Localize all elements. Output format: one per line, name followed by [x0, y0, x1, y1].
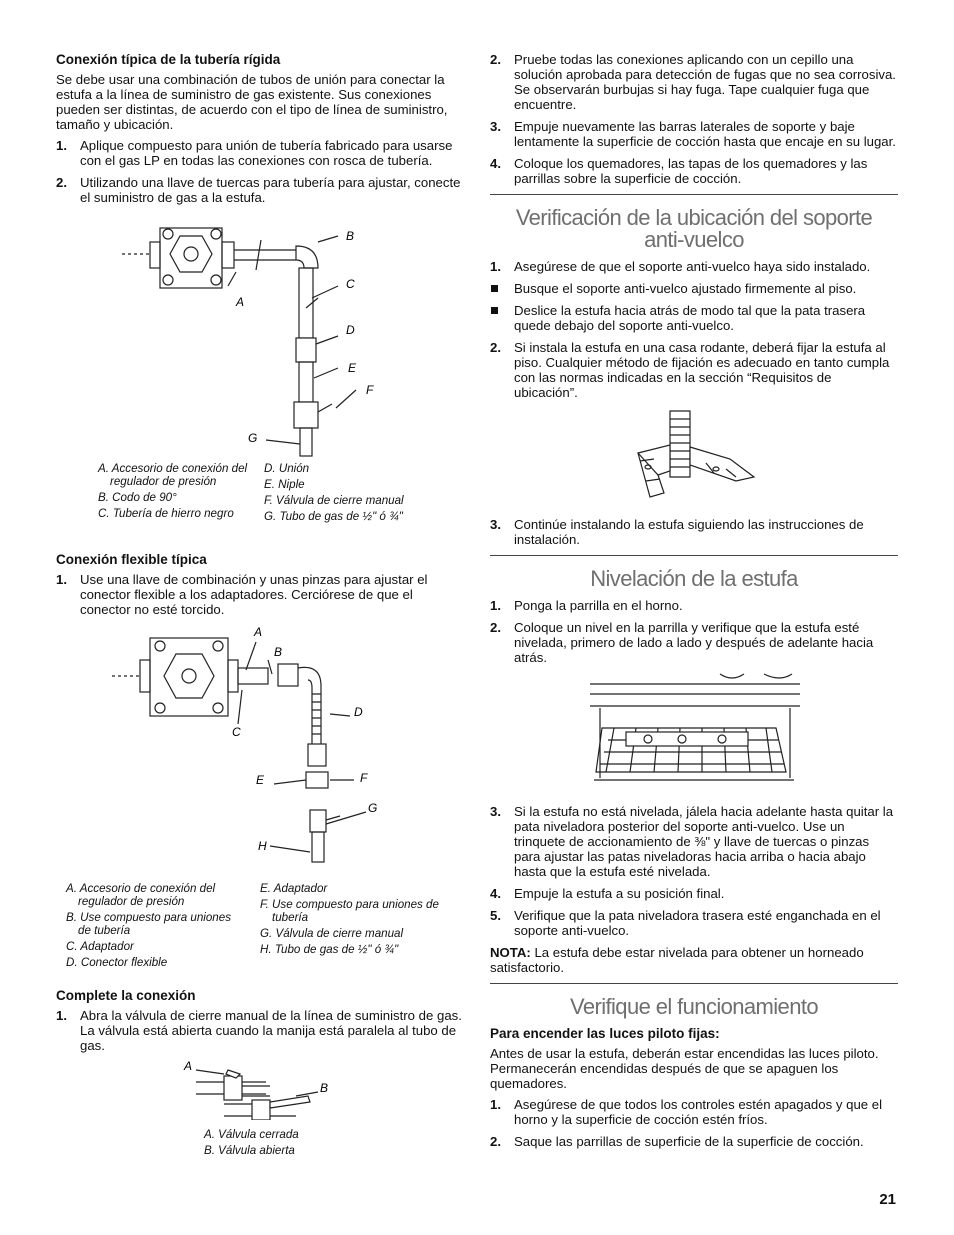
- flex-label-b: B: [274, 645, 283, 659]
- caption: H. Tubo de gas de ½" ó ¾": [260, 943, 399, 956]
- rigid-label-b: B: [346, 229, 355, 243]
- caption: D. Conector flexible: [66, 956, 168, 969]
- section-title-level: Nivelación de la estufa: [590, 566, 798, 591]
- section-title-flexible: Conexión flexible típica: [56, 552, 207, 567]
- connection-step-4: 4. Coloque los quemadores, las tapas de los quemadores y las parrillas sobre la superficie de cocción.: [490, 156, 868, 186]
- page-number: 21: [879, 1191, 896, 1208]
- caption: C. Tubería de hierro negro: [98, 507, 234, 520]
- antitip-step-3: 3. Continúe instalando la estufa siguiendo las instrucciones de instalación.: [490, 517, 864, 547]
- oven-level-figure: [490, 672, 898, 796]
- valve-label-a: A: [184, 1060, 193, 1073]
- caption: A. Accesorio de conexión del regulador de presión: [98, 462, 248, 488]
- antitip-bullet: Busque el soporte anti-vuelco ajustado firmemente al piso.: [490, 281, 898, 296]
- anti-tip-bracket-illustration: [490, 407, 898, 511]
- flexible-step-1: 1. Use una llave de combinación y unas pinzas para ajustar el conector flexible a los adaptadores. Cerciórese de que el conector no esté torcido.: [56, 572, 428, 617]
- level-step-2: 2. Coloque un nivel en la parrilla y verifique que la estufa esté nivelada, primero de lado a lado y después de adelante hacia atrás.: [490, 620, 874, 665]
- rigid-step-2: 2. Utilizando una llave de tuercas para tubería para ajustar, conecte el suministro de gas a la estufa.: [56, 175, 461, 205]
- valve-illustration: [56, 1060, 462, 1120]
- section-title-complete: Complete la conexión: [56, 988, 196, 1003]
- caption: B. Use compuesto para uniones de tubería: [66, 911, 231, 937]
- valve-figure: [56, 1060, 462, 1120]
- section-title-antitip: Verificación de la ubicación del soporte anti-vuelco: [515, 205, 873, 252]
- divider: [490, 983, 898, 984]
- caption: E. Niple: [264, 478, 305, 491]
- anti-tip-bracket-figure: [490, 407, 898, 511]
- connection-step-2: 2. Pruebe todas las conexiones aplicando con un cepillo una solución aprobada para detección de fugas que no sea corrosiva. Se observarán burbujas si hay fuga. Tape cualquier fuga que encuentre.: [490, 52, 896, 112]
- caption: G. Tubo de gas de ½" ó ¾": [264, 510, 403, 523]
- rigid-label-d: D: [346, 323, 355, 337]
- verify-subtitle: Para encender las luces piloto fijas:: [490, 1026, 720, 1041]
- flex-label-a: A: [254, 625, 263, 639]
- rigid-label-f: F: [366, 383, 374, 397]
- antitip-step-2: 2. Si instala la estufa en una casa rodante, deberá fijar la estufa al piso. Cualquier método de fijación es adecuado en tanto cumpla con las normas indicadas en la sección “Requisitos de ubicación”.: [490, 340, 890, 400]
- rigid-label-g: G: [248, 431, 258, 445]
- valve-captions: [56, 1128, 462, 1157]
- oven-level-illustration: [490, 672, 898, 796]
- bullet-square: [491, 285, 498, 292]
- caption: D. Unión: [264, 462, 310, 475]
- caption: F. Use compuesto para uniones de tubería: [260, 898, 439, 924]
- caption: A. Válvula cerrada: [204, 1128, 299, 1141]
- divider: [490, 194, 898, 195]
- flex-label-d: D: [354, 705, 363, 719]
- rigid-label-c: C: [346, 277, 355, 291]
- right-column: [490, 52, 898, 1156]
- antitip-step-1: 1. Asegúrese de que el soporte anti-vuelco haya sido instalado.: [490, 259, 871, 274]
- flexible-connector-figure: [56, 624, 462, 882]
- rigid-label-a: A: [236, 295, 245, 309]
- bullet-square: [491, 307, 498, 314]
- flex-label-f: F: [360, 771, 368, 785]
- flex-label-g: G: [368, 801, 378, 815]
- flexible-connector-illustration: [56, 624, 462, 882]
- caption: E. Adaptador: [260, 882, 328, 895]
- verify-step-1: 1. Asegúrese de que todos los controles estén apagados y que el horno y la superficie de cocción estén fríos.: [490, 1097, 883, 1127]
- caption: B. Codo de 90°: [98, 491, 177, 504]
- flex-label-e: E: [256, 773, 265, 787]
- verify-intro: Antes de usar la estufa, deberán estar encendidas las luces piloto. Permanecerán encendidas después de que se apaguen los quemadores.: [490, 1046, 879, 1091]
- caption: B. Válvula abierta: [204, 1144, 295, 1157]
- antitip-bullet: Deslice la estufa hacia atrás de modo tal que la pata trasera quede debajo del soporte anti-vuelco.: [490, 303, 898, 333]
- caption: C. Adaptador: [66, 940, 134, 953]
- rigid-captions: [56, 462, 462, 542]
- rigid-pipe-illustration: [56, 212, 462, 462]
- caption: G. Válvula de cierre manual: [260, 927, 404, 940]
- rigid-pipe-figure: [56, 212, 462, 462]
- flexible-captions: [56, 882, 462, 978]
- verify-step-2: 2. Saque las parrillas de superficie de la superficie de cocción.: [490, 1134, 864, 1149]
- level-step-5: 5. Verifique que la pata niveladora trasera esté enganchada en el soporte anti-vuelco.: [490, 908, 881, 938]
- complete-step-1: 1. Abra la válvula de cierre manual de la línea de suministro de gas. La válvula está abierta cuando la manija está paralela al tubo de gas.: [56, 1008, 462, 1053]
- rigid-step-1: 1. Aplique compuesto para unión de tubería fabricado para usarse con el gas LP en todas las conexiones con rosca de tubería.: [56, 138, 453, 168]
- level-step-1: 1. Ponga la parrilla en el horno.: [490, 598, 683, 613]
- section-title-verify: Verifique el funcionamiento: [570, 994, 818, 1019]
- level-note: NOTA: La estufa debe estar nivelada para obtener un horneado satisfactorio.: [490, 945, 864, 975]
- connection-step-3: 3. Empuje nuevamente las barras laterales de soporte y baje lentamente la superficie de cocción hasta que encaje en su lugar.: [490, 119, 896, 149]
- rigid-intro: Se debe usar una combinación de tubos de unión para conectar la estufa a la línea de suministro de gas existente. Sus conexiones pueden ser distintas, de acuerdo con el tipo de línea de suministro, tamaño y ubicación.: [56, 72, 448, 132]
- rigid-label-e: E: [348, 361, 357, 375]
- level-step-4: 4. Empuje la estufa a su posición final.: [490, 886, 725, 901]
- flex-label-c: C: [232, 725, 241, 739]
- section-title-rigid: Conexión típica de la tubería rígida: [56, 52, 281, 67]
- divider: [490, 555, 898, 556]
- level-step-3: 3. Si la estufa no está nivelada, jálela hacia adelante hasta quitar la pata niveladora posterior del soporte anti-vuelco. Use un trinquete de accionamiento de ⅜" y llave de tuercas o pinzas para ajustar las patas niveladoras hacia arriba o hacia abajo hasta que la estufa esté nivelada.: [490, 804, 894, 879]
- flex-label-h: H: [258, 839, 267, 853]
- valve-label-b: B: [320, 1081, 329, 1095]
- caption: F. Válvula de cierre manual: [264, 494, 404, 507]
- left-column: [56, 52, 462, 1160]
- caption: A. Accesorio de conexión del regulador de presión: [66, 882, 216, 908]
